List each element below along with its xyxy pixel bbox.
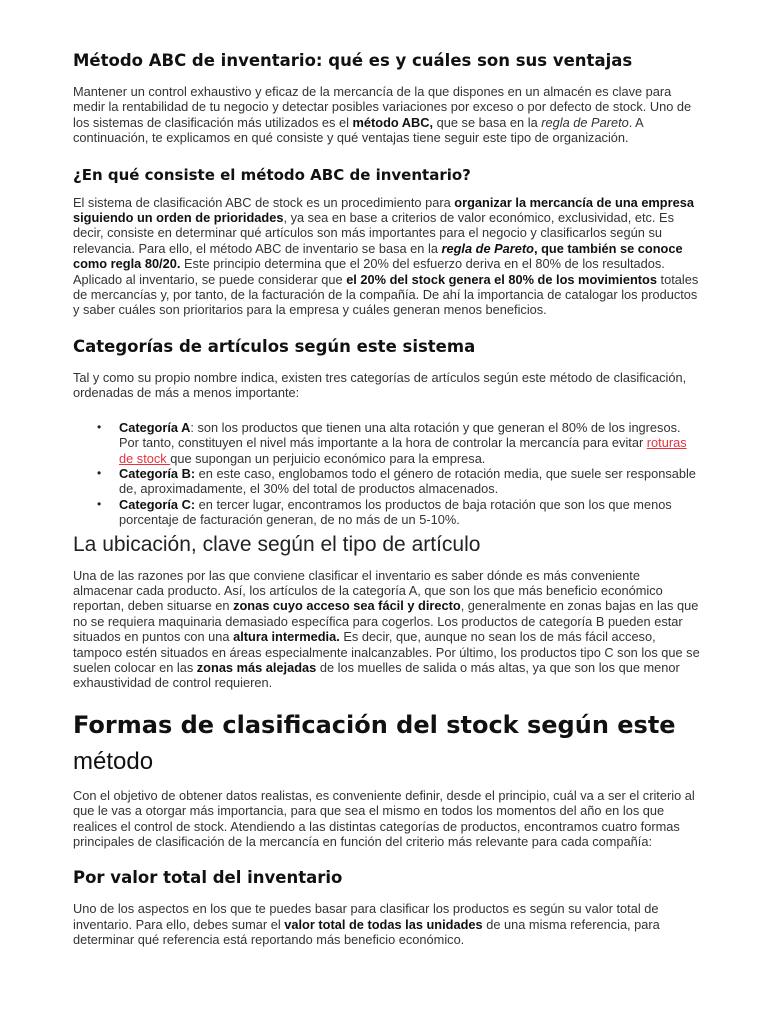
bold-text: valor total de todas las unidades [284,916,483,932]
bold-text: zonas cuyo acceso sea fácil y directo [233,598,461,614]
categories-intro: Tal y como su propio nombre indica, existen tres categorías de artículos según este método de clasificación, ordenadas de más a menos importante: [73,369,687,401]
section-heading-location: La ubicación, clave según el tipo de artículo [73,532,481,556]
section-heading-classification-forms: Formas de clasificación del stock según este método [73,710,676,775]
abc-method-paragraph: El sistema de clasificación ABC de stock es un procedimiento para organizar la mercancía de una empresa siguiendo un orden de prioridades, ya sea en base a criterios de valor económico, exclusividad, etc. Es decir, consiste en determinar qué artículos son más importantes para el negocio y clasificarlos según su relevancia. Para ello, el método ABC de inventario se basa en la regla de Pareto, que también se conoce como regla 80/20. Este principio determina que el 20% del esfuerzo deriva en el 80% de los resultados. Aplicado al inventario, se puede considerar que el 20% del stock genera el 80% de los movimientos totales de mercancías y, por tanto, de la facturación de la compañía. De ahí la importancia de catalogar los productos y saber cuáles son prioritarios para la empresa y cuáles generan menos beneficios. [73,194,699,318]
bold-text: altura intermedia. [233,629,340,645]
section-heading-abc-method: ¿En qué consiste el método ABC de inventario? [73,165,471,184]
bold-text: organizar la mercancía de una empresa siguiendo un orden de prioridades [73,194,694,226]
category-label: Categoría B: [119,465,196,481]
location-paragraph: Una de las razones por las que conviene clasificar el inventario es saber dónde es más conveniente almacenar cada producto. Así, los artículos de la categoría A, que son los que más beneficio económico reportan, deben situarse en zonas cuyo acceso sea fácil y directo, generalmente en zonas bajas en las que no se requiera maquinaria demasiado específica para cogerlos. Los productos de categoría B pueden estar situados en puntos con una altura intermedia. Es decir, que, aunque no sean los de más fácil acceso, tampoco estén situados en áreas especialmente inalcanzables. Por último, los productos tipo C son los que se suelen colocar en las zonas más alejadas de los muelles de salida o más altas, ya que son los que menor exhaustividad de control requieren. [73,567,700,691]
article-title: Método ABC de inventario: qué es y cuáles son sus ventajas [73,51,633,70]
bullet-icon: • [97,465,102,480]
article [73,48,703,948]
bullet-icon: • [97,496,102,511]
intro-paragraph: Mantener un control exhaustivo y eficaz de la mercancía de la que dispones en un almacén es clave para medir la rentabilidad de tu negocio y detectar posibles variaciones por exceso o por defecto de stock. Uno de los sistemas de clasificación más utilizados es el método ABC, que se basa en la regla de Pareto. A continuación, te explicamos en qué consiste y qué ventajas tiene seguir este tipo de organización. [73,84,692,146]
bold-text: , que también se conoce como regla 80/20. [73,240,683,272]
italic-text: regla de Pareto [541,114,629,130]
bold-text: el 20% del stock genera el 80% de los movimientos [346,271,657,287]
list-item-category-b: • Categoría B: en este caso, englobamos todo el género de rotación media, que suele ser responsable de, aproximadamente, el 30% del total de productos almacenados. [97,465,696,497]
category-label: Categoría C: [119,496,196,512]
list-item-category-a: • Categoría A: son los productos que tienen una alta rotación y que generan el 80% de los ingresos. Por tanto, constituyen el nivel más importante a la hora de controlar la mercancía para evitar roturas de stock que supongan un perjuicio económico para la empresa. [97,419,687,466]
section-heading-total-value: Por valor total del inventario [73,868,343,888]
total-value-paragraph: Uno de los aspectos en los que te puedes basar para clasificar los productos es según su valor total de inventario. Para ello, debes sumar el valor total de todas las unidades de una misma referencia, para determinar qué referencia está reportando más beneficio económico. [73,901,660,948]
list-item-category-c: • Categoría C: en tercer lugar, encontramos los productos de baja rotación que son los que menos porcentaje de facturación generan, de no más de un 5-10%. [97,496,672,528]
italic-text: regla de Pareto [441,240,534,256]
category-label: Categoría A [119,419,191,435]
classification-forms-paragraph: Con el objetivo de obtener datos realistas, es conveniente definir, desde el principio, cuál va a ser el criterio al que le vas a otorgar más importancia, para que sea el mismo en todos los momentos del año en los que realices el control de stock. Atendiendo a las distintas categorías de productos, encontramos cuatro formas principales de clasificación de la mercancía en función del criterio más relevante para cada compañía: [73,787,695,849]
bold-text [442,241,534,256]
bold-text: método ABC, [352,114,434,130]
stock-outage-link[interactable]: roturas de stock [119,435,687,466]
bullet-icon: • [97,419,102,434]
section-heading-categories: Categorías de artículos según este sistema [73,336,476,356]
bold-text: zonas más alejadas [196,659,317,675]
categories-list [73,420,703,528]
